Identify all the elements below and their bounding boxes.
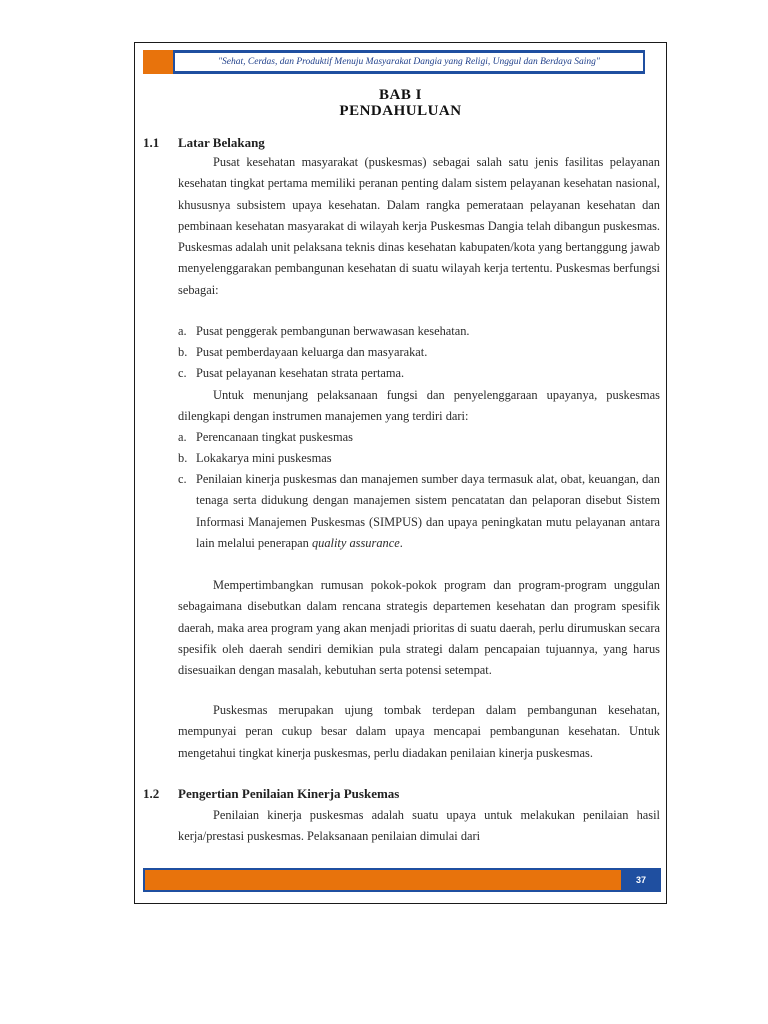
header-banner [143,50,645,74]
paragraph: Penilaian kinerja puskesmas adalah suatu upaya untuk melakukan penilaian hasil kerja/prestasi puskesmas. Pelaksanaan penilaian dimulai dari [178,808,660,844]
paragraph: Puskesmas merupakan ujung tombak terdepan dalam pembangunan kesehatan, mempunyai peran cukup besar dalam upaya mencapai pembangunan kesehatan. Untuk mengetahui tingkat kinerja puskesmas, perlu diadakan penilaian kinerja puskesmas. [178,703,660,760]
list-marker: c. [178,366,187,380]
section-number: 1.2 [143,786,160,801]
list-text: Penilaian kinerja puskesmas dan manajemen sumber daya termasuk alat, obat, keuangan, dan tenaga serta didukung dengan manajemen sistem pencatatan dan pelaporan disebut Sistem Informasi Manajemen Puskesmas (SIMPUS) dan upaya peningkatan mutu pelayanan antara lain melalui penerapan quality assurance. [196,472,660,550]
chapter-number: BAB I [379,87,422,103]
page-number: 37 [621,868,661,892]
list-marker: b. [178,345,188,359]
chapter-title: PENDAHULUAN [339,103,462,119]
section-title: Pengertian Penilaian Kinerja Puskemas [178,786,400,801]
footer-banner [143,868,661,892]
list-text: Pusat penggerak pembangunan berwawasan kesehatan. [196,324,470,338]
list-item [178,448,660,469]
list-marker: a. [178,324,187,338]
list-marker: a. [178,430,187,444]
list-marker: b. [178,451,188,465]
list-item [178,321,660,342]
list-item [178,363,660,384]
paragraph: Untuk menunjang pelaksanaan fungsi dan penyelenggaraan upayanya, puskesmas dilengkapi dengan instrumen manajemen yang terdiri dari: [178,388,660,424]
list-item [178,342,660,363]
header-blue-block [173,50,645,74]
footer-orange-block [143,868,621,892]
section-number: 1.1 [143,135,160,150]
header-motto: "Sehat, Cerdas, dan Produktif Menuju Masyarakat Dangia yang Religi, Unggul dan Berdaya Saing" [218,56,600,67]
list-text: Lokakarya mini puskesmas [196,451,332,465]
list-text: Pusat pelayanan kesehatan strata pertama. [196,366,405,380]
paragraph: Mempertimbangkan rumusan pokok-pokok program dan program-program unggulan sebagaimana disebutkan dalam rencana strategis departemen kesehatan dan program spesifik daerah, maka area program yang akan menjadi prioritas di suatu daerah, perlu dirumuskan secara spesifik oleh daerah sendiri demikian pula strategi dalam pencapaian tujuannya, yang harus disesuaikan dengan masalah, kebutuhan serta potensi setempat. [178,578,660,678]
list-text: Perencanaan tingkat puskesmas [196,430,353,444]
paragraph: Pusat kesehatan masyarakat (puskesmas) sebagai salah satu jenis fasilitas pelayanan kesehatan tingkat pertama memiliki peranan penting dalam sistem pelayanan kesehatan nasional, khususnya subsistem upaya kesehatan. Dalam rangka pemerataan pelayanan kesehatan dan pembinaan kesehatan masyarakat di wilayah kerja Puskesmas Dangia telah dibangun puskesmas. Puskesmas adalah unit pelaksana teknis dinas kesehatan kabupaten/kota yang bertanggung jawab menyelenggarakan pembangunan kesehatan di suatu wilayah kerja tertentu. Puskesmas berfungsi sebagai: [178,155,660,297]
list-marker: c. [178,472,187,486]
list-item [178,427,660,448]
list-item [178,469,660,554]
header-orange-block [143,50,173,74]
italic-term: quality assurance [311,535,400,550]
list-text: Pusat pemberdayaan keluarga dan masyarakat. [196,345,428,359]
section-title: Latar Belakang [178,135,265,150]
